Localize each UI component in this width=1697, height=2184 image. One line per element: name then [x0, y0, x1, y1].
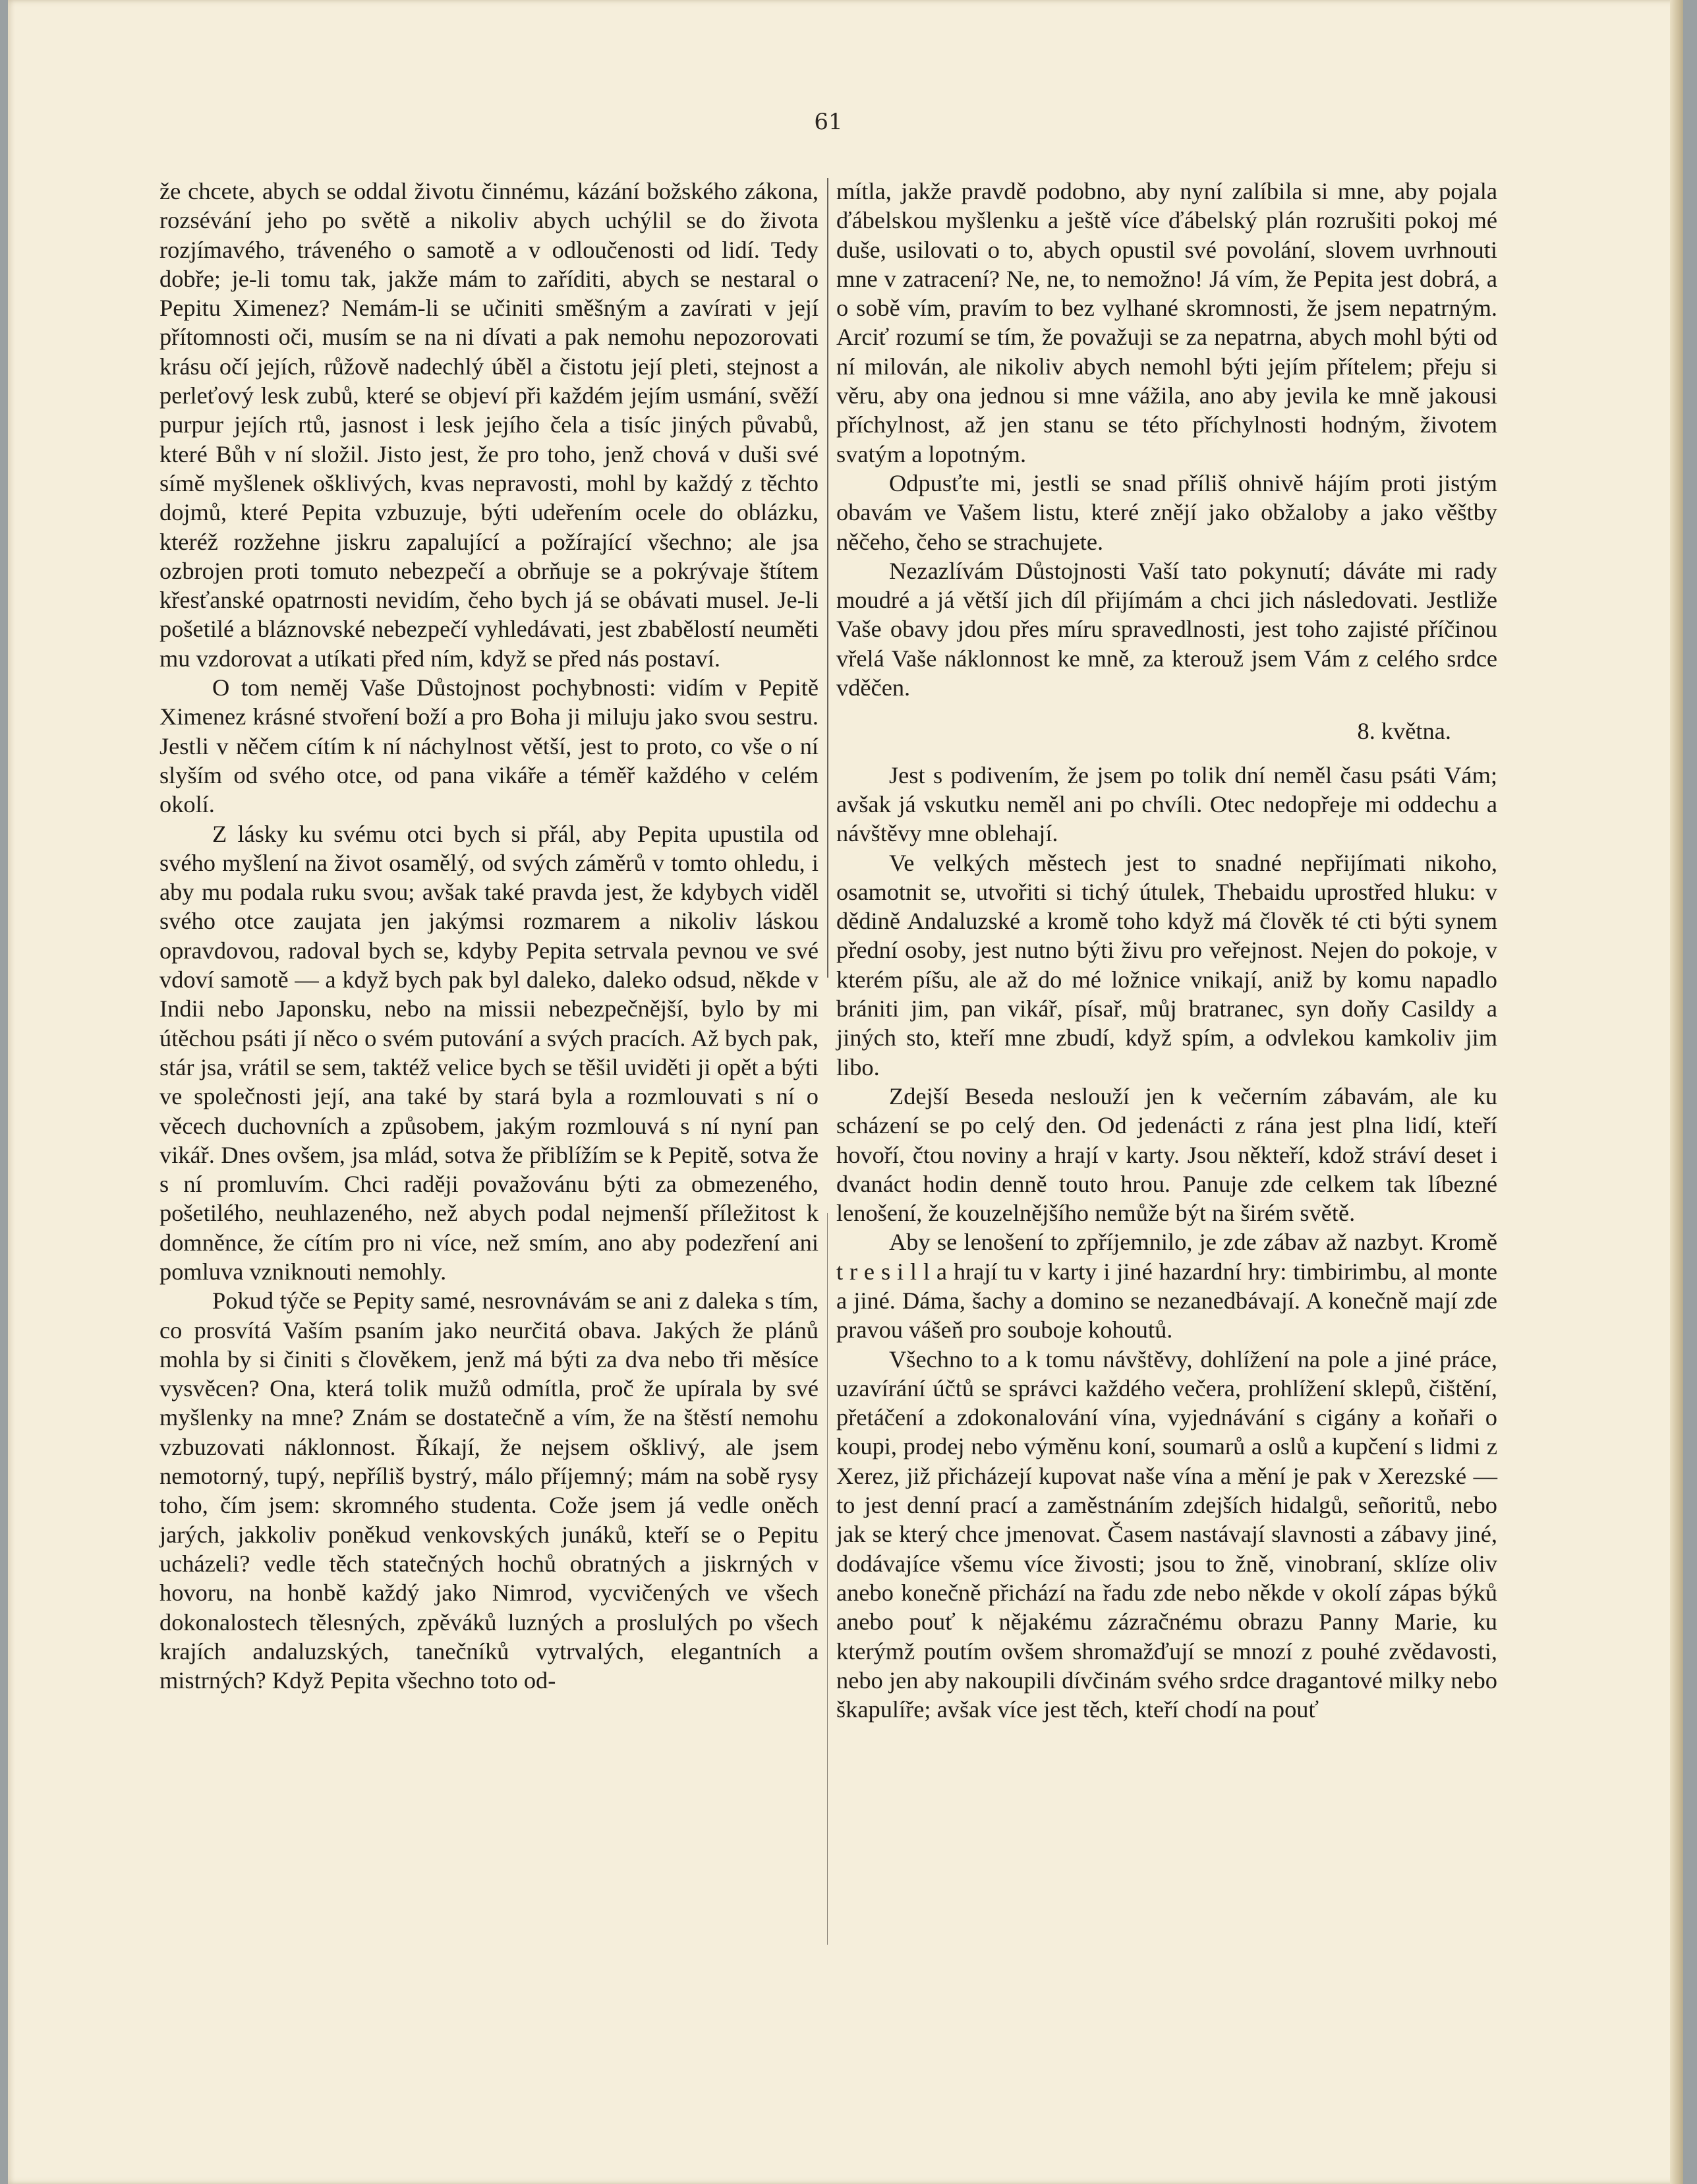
- page-edge-shadow: [1670, 0, 1683, 2184]
- paragraph: O tom neměj Vaše Důstojnost pochybnosti: vidím v Pepitě Ximenez krásné stvoření boží a pro Boha ji miluju jako svou sestru. Jestli v něčem cítím k ní náchylnost větší, jest to proto, co vše o ní slyším od svého otce, od pana vikáře a téměř každého v celém okolí.: [159, 674, 819, 818]
- paragraph: že chcete, abych se oddal životu činnému, kázání božského zákona, rozsévání jeho po světě a nikoliv abych uchýlil se do života rozjímavého, tráveného o samotě a v odloučenosti od lidí. Tedy dobře; je-li tomu tak, jakže mám to zaříditi, abych se nestaral o Pepitu Ximenez? Nemám-li se učiniti směšným a zavírati v její přítomnosti oči, musím se na ni dívati a pak nemohu nepozorovati krásu očí jejích, růžově nadechlý úběl a čistotu její pleti, stejnost a perleťový lesk zubů, které se objeví při každém jejím usmání, svěží purpur jejích rtů, jasnost i lesk jejího čela a tisíc jiných půvabů, které Bůh v ní složil. Jisto jest, že pro toho, jenž chová v duši své símě myšlenek ošklivých, kvas nepravosti, mohl by každý z těchto dojmů, které Pepita vzbuzuje, býti udeřením ocele do oblázku, kteréž rozžehne jiskru zapalující a požírající všechno; ale jsa ozbrojen proti tomuto nebezpečí a obrňuje se a pokrývaje štítem křesťanské opatrnosti nevidím, čeho bych já se obávati musel. Je-li pošetilé a bláznovské nebezpečí vyhledávati, jest zbabělostí neuměti mu vzdorovat a utíkati před ním, když se před nás postaví.: [159, 178, 819, 672]
- left-column: [159, 177, 819, 1695]
- column-divider-bottom: [827, 1213, 828, 1945]
- paragraph: Aby se lenošení to zpříjemnilo, je zde zábav až nazbyt. Kromě t r e s i l l a hrají tu v karty i jiné hazardní hry: timbirimbu, al monte a jiné. Dáma, šachy a domino se nezanedbávají. A konečně mají zde pravou vášeň pro souboje kohoutů.: [836, 1229, 1497, 1343]
- page-number: 61: [814, 109, 843, 135]
- paragraph: Z lásky ku svému otci bych si přál, aby Pepita upustila od svého myšlení na život osamělý, od svých záměrů v tomto ohledu, i aby mu podala ruku svou; avšak také pravda jest, že kdybych viděl svého otce zaujata jen jakýmsi rozmarem a nikoliv láskou opravdovou, radoval bych se, kdyby Pepita setrvala pevnou ve své vdoví samotě — a když bych pak byl daleko, daleko odsud, někde v Indii nebo Japonsku, nebo na missii nebezpečnější, bylo by mi útěchou psáti jí něco o svém putování a svých pracích. Až bych pak, stár jsa, vrátil se sem, taktéž velice bych se těšil uviděti ji opět a býti ve společnosti její, ana také by stará byla a rozmlouvati s ní o věcech duchovních a způsobem, jakým rozmlouvá s ní nyní pan vikář. Dnes ovšem, jsa mlád, sotva že přiblížím se k Pepitě, sotva že s ní promluvím. Chci raději považovánu býti za obmezeného, pošetilého, neuhlazeného, než abych podal nejmenší příležitost k domněnce, že cítím pro ni více, než smím, ano aby podezření ani pomluva vzniknouti nemohly.: [159, 820, 819, 1285]
- paragraph: Ve velkých městech jest to snadné nepřijímati nikoho, osamotnit se, utvořiti si tichý útulek, Thebaidu uprostřed hluku: v dědině Andaluzské a kromě toho když má člověk té cti býti synem přední osoby, jest nutno býti živu pro veřejnost. Nejen do pokoje, v kterém píšu, ale až do mé ložnice vnikají, aniž by komu napadlo brániti jim, pan vikář, písař, můj bratranec, syn doňy Casildy a jiných sto, kteří mne zbudí, když spím, a odvlekou kamkoliv jim libo.: [836, 849, 1497, 1080]
- book-page: [8, 0, 1683, 2184]
- paragraph: Odpusťte mi, jestli se snad příliš ohnivě hájím proti jistým obavám ve Vašem listu, které znějí jako obžaloby a jako věštby něčeho, čeho se strachujete.: [836, 469, 1497, 555]
- paragraph: Jest s podivením, že jsem po tolik dní neměl času psáti Vám; avšak já vskutku neměl ani po chvíli. Otec nedopřeje mi oddechu a návštěvy mne oblehají.: [836, 761, 1497, 847]
- paragraph: mítla, jakže pravdě podobno, aby nyní zalíbila si mne, aby pojala ďábelskou myšlenku a ještě více ďábelský plán rozrušiti pokoj mé duše, usilovati o to, abych opustil své povolání, slovem uvrhnouti mne v zatracení? Ne, ne, to nemožno! Já vím, že Pepita jest dobrá, a o sobě vím, pravím to bez vylhané skromnosti, že jsem nepatrným. Arciť rozumí se tím, že považuji se za nepatrna, abych mohl býti od ní milován, ale nikoliv abych nemohl býti jejím přítelem; přeju si věru, aby ona jednou si mne vážila, ano aby jevila ke mně jakousi příchylnost, až jen stanu se této příchylnosti hodným, životem svatým a lopotným.: [836, 178, 1497, 467]
- column-divider-top: [827, 178, 828, 978]
- paragraph: Zdejší Beseda neslouží jen k večerním zábavám, ale ku scházení se po celý den. Od jedenácti z rána jest plna lidí, kteří hovoří, čtou noviny a hrají v karty. Jsou někteří, kdož stráví deset i dvanáct hodin denně touto hrou. Panuje zde celkem tak líbezné lenošení, že kouzelnějšího nemůže být na širém světě.: [836, 1082, 1497, 1227]
- letter-date-heading: 8. května.: [1357, 718, 1451, 745]
- paragraph: Nezazlívám Důstojnosti Vaší tato pokynutí; dáváte mi rady moudré a já větší jich díl přijímám a chci jich následovati. Jestliže Vaše obavy jdou přes míru spravedlnosti, jest toho zajisté příčinou vřelá Vaše náklonnost ke mně, za kterouž jsem Vám z celého srdce vděčen.: [836, 557, 1497, 701]
- paragraph: Všechno to a k tomu návštěvy, dohlížení na pole a jiné práce, uzavírání účtů se správci každého večera, prohlížení sklepů, čištění, přetáčení a zdokonalování vína, vyjednávání s cigány a koňaři o koupi, prodej nebo výměnu koní, soumarů a oslů a kupčení s lidmi z Xerez, již přicházejí kupovat naše vína a mění je pak v Xerezské — to jest denní prací a zaměstnáním zdejších hidalgů, señoritů, nebo jak se který chce jmenovat. Časem nastávají slavnosti a zábavy jiné, dodávajíce všemu více živosti; jsou to žně, vinobraní, sklíze oliv anebo konečně přichází na řadu zde nebo někde v okolí zápas býků anebo pouť k nějakému zázračnému obrazu Panny Marie, ku kterýmž poutím ovšem shromažďují se mnozí z pouhé zvědavosti, nebo jen aby nakoupili dívčinám svého srdce dragantové milky nebo škapulíře; avšak více jest těch, kteří chodí na pouť: [836, 1345, 1497, 1723]
- right-column: [836, 177, 1497, 1724]
- paragraph: Pokud týče se Pepity samé, nesrovnávám se ani z daleka s tím, co prosvítá Vaším psaním jako neurčitá obava. Jakých že plánů mohla by si činiti s člověkem, jenž má býti za dva nebo tři měsíce vysvěcen? Ona, která tolik mužů odmítla, proč že upírala by své myšlenky na mne? Znám se dostatečně a vím, že na štěstí nemohu vzbuzovati náklonnost. Říkají, že nejsem ošklivý, ale jsem nemotorný, tupý, nepříliš bystrý, málo příjemný; mám na sobě rysy toho, čím jsem: skromného studenta. Cože jsem já vedle oněch jarých, jakkoliv poněkud venkovských junáků, kteří se o Pepitu ucházeli? vedle těch statečných hochů obratných a jiskrných v hovoru, na honbě každý jako Nimrod, vycvičených ve všech dokonalostech tělesných, zpěváků luzných a proslulých po všech krajích andaluzských, tanečníků vytrvalých, elegantních a mistrných? Když Pepita všechno toto od-: [159, 1287, 819, 1694]
